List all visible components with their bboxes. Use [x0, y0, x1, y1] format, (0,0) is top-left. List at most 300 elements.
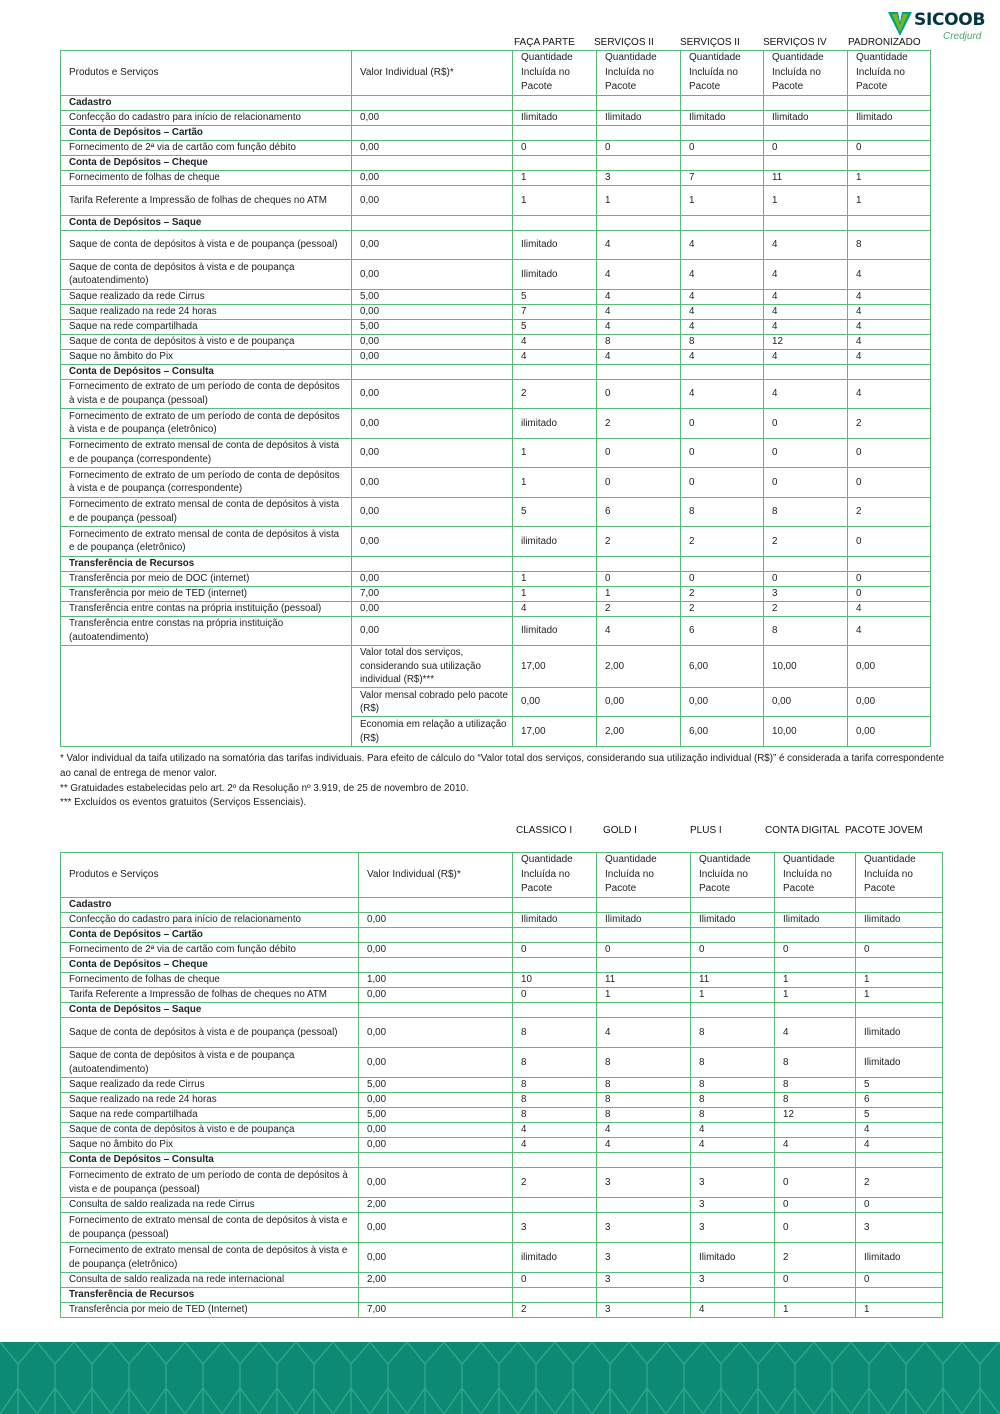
quantity-cell: 4: [597, 1018, 691, 1048]
quantity-cell: Ilimitado: [856, 1018, 943, 1048]
table-row: [61, 913, 943, 928]
individual-value: 5,00: [352, 319, 513, 334]
quantity-cell: 1: [513, 586, 597, 601]
section-filler: [359, 1153, 513, 1168]
section-filler: [513, 928, 597, 943]
quantity-cell: 0: [775, 943, 856, 958]
summary-value: 10,00: [764, 717, 848, 747]
quantity-cell: 3: [597, 1243, 691, 1273]
table-row: [61, 230, 931, 260]
table-row: [61, 1048, 943, 1078]
quantity-cell: 3: [764, 586, 848, 601]
individual-value: 0,00: [352, 186, 513, 216]
service-label: Transferência por meio de DOC (internet): [61, 571, 352, 586]
section-title: Conta de Depósitos – Consulta: [61, 364, 352, 379]
footer-pattern-stroke: [777, 1342, 814, 1414]
section-filler: [359, 958, 513, 973]
quantity-cell: 1: [513, 171, 597, 186]
individual-value: 0,00: [352, 171, 513, 186]
section-filler: [681, 556, 764, 571]
section-row: [61, 928, 943, 943]
footer-pattern-stroke: [185, 1342, 222, 1414]
quantity-cell: 1: [597, 186, 681, 216]
footer-pattern-stroke: [444, 1342, 481, 1414]
quantity-cell: 7: [513, 304, 597, 319]
quantity-cell: 0: [764, 141, 848, 156]
section-filler: [681, 364, 764, 379]
quantity-cell: Ilimitado: [775, 913, 856, 928]
summary-blank: [61, 646, 352, 747]
quantity-cell: 4: [597, 260, 681, 290]
table-row: [61, 141, 931, 156]
quantity-cell: 0: [597, 571, 681, 586]
section-filler: [764, 96, 848, 111]
section-row: [61, 958, 943, 973]
service-label: Fornecimento de extrato de um período de conta de depósitos à vista e de poupança (eletrônico): [61, 409, 352, 439]
table-row: [61, 943, 943, 958]
section-filler: [848, 556, 931, 571]
quantity-cell: 1: [681, 186, 764, 216]
quantity-cell: Ilimitado: [597, 913, 691, 928]
table-row: [61, 111, 931, 126]
quantity-cell: 4: [764, 349, 848, 364]
service-label: Fornecimento de extrato de um período de conta de depósitos à vista e de poupança (pessoal): [61, 1168, 359, 1198]
footnote: ** Gratuidades estabelecidas pelo art. 2º da Resolução nº 3.919, de 25 de novembro de 2010.: [60, 782, 469, 794]
quantity-cell: 5: [856, 1078, 943, 1093]
quantity-cell: 4: [513, 349, 597, 364]
quantity-cell: 4: [764, 289, 848, 304]
quantity-cell: 8: [597, 1048, 691, 1078]
footer-pattern-stroke: [333, 1342, 370, 1414]
quantity-cell: 4: [848, 379, 931, 409]
section-title: Cadastro: [61, 96, 352, 111]
section-row: [61, 364, 931, 379]
summary-value: 6,00: [681, 646, 764, 688]
quantity-cell: 0: [775, 1198, 856, 1213]
table-row: [61, 973, 943, 988]
quantity-cell: 0: [681, 468, 764, 498]
quantity-cell: 11: [691, 973, 775, 988]
section-filler: [597, 126, 681, 141]
footer-pattern-stroke: [851, 1342, 888, 1414]
quantity-cell: 4: [848, 304, 931, 319]
section-filler: [775, 898, 856, 913]
section-filler: [764, 215, 848, 230]
sicoob-logo-icon: [888, 12, 912, 36]
table-row: [61, 186, 931, 216]
section-filler: [848, 215, 931, 230]
footer-pattern-stroke: [74, 1342, 111, 1414]
table-row: [61, 1018, 943, 1048]
section-filler: [359, 1288, 513, 1303]
footer-pattern-stroke: [925, 1342, 962, 1414]
service-label: Saque de conta de depósitos à visto e de poupança: [61, 1123, 359, 1138]
quantity-cell: 4: [775, 1018, 856, 1048]
quantity-cell: 2: [681, 601, 764, 616]
quantity-cell: 0: [848, 438, 931, 468]
section-title: Conta de Depósitos – Cartão: [61, 126, 352, 141]
quantity-cell: 0: [681, 141, 764, 156]
package-name: CONTA DIGITAL: [765, 825, 840, 836]
quantity-cell: 4: [513, 601, 597, 616]
individual-value: 0,00: [352, 230, 513, 260]
section-filler: [513, 1288, 597, 1303]
section-filler: [352, 96, 513, 111]
quantity-cell: 4: [764, 230, 848, 260]
section-row: [61, 156, 931, 171]
quantity-cell: 4: [597, 616, 681, 646]
section-filler: [681, 215, 764, 230]
service-label: Confecção do cadastro para início de relacionamento: [61, 913, 359, 928]
table-row: [61, 1243, 943, 1273]
table-row: [61, 334, 931, 349]
quantity-cell: 0: [848, 527, 931, 557]
individual-value: 5,00: [359, 1108, 513, 1123]
service-label: Fornecimento de extrato mensal de conta de depósitos à vista e de poupança (eletrônico): [61, 527, 352, 557]
quantity-cell: 4: [764, 304, 848, 319]
service-label: Fornecimento de extrato de um período de conta de depósitos à vista e de poupança (pessoal): [61, 379, 352, 409]
service-label: Fornecimento de folhas de cheque: [61, 973, 359, 988]
table-row: [61, 1093, 943, 1108]
individual-value: 0,00: [352, 111, 513, 126]
footnote: * Valor individual da taifa utilizado na somatória das tarifas individuais. Para efeito de cálculo do “Valor total dos serviços, considerando sua utilização individual (R$)” é considerada a tarifa correspondente ao canal de entrega de menor valor.: [60, 753, 945, 779]
quantity-cell: 3: [597, 1273, 691, 1288]
quantity-cell: 4: [513, 334, 597, 349]
section-filler: [359, 928, 513, 943]
quantity-cell: 4: [764, 319, 848, 334]
quantity-cell: 0: [856, 1273, 943, 1288]
quantity-cell: ilimitado: [513, 527, 597, 557]
individual-value: 0,00: [352, 616, 513, 646]
individual-value: 0,00: [359, 1093, 513, 1108]
quantity-cell: 0: [681, 438, 764, 468]
summary-row: [61, 646, 931, 688]
footer-pattern-stroke: [296, 1342, 333, 1414]
quantity-cell: 8: [597, 1078, 691, 1093]
summary-value: 6,00: [681, 717, 764, 747]
footer-pattern-stroke: [407, 1342, 444, 1414]
table-row: [61, 260, 931, 290]
table-row: [61, 349, 931, 364]
quantity-cell: 1: [513, 438, 597, 468]
footer-pattern-stroke: [666, 1342, 703, 1414]
quantity-cell: 6: [597, 497, 681, 527]
quantity-cell: 4: [597, 319, 681, 334]
quantity-cell: ilimitado: [513, 1243, 597, 1273]
footer-pattern-stroke: [888, 1342, 925, 1414]
header-quantity: Quantidade Incluída no Pacote: [681, 51, 764, 96]
quantity-cell: 1: [848, 171, 931, 186]
table-row: [61, 1078, 943, 1093]
quantity-cell: 2: [848, 409, 931, 439]
quantity-cell: 8: [691, 1048, 775, 1078]
section-filler: [691, 1288, 775, 1303]
section-filler: [597, 928, 691, 943]
section-title: Conta de Depósitos – Consulta: [61, 1153, 359, 1168]
section-filler: [848, 364, 931, 379]
quantity-cell: 2: [764, 527, 848, 557]
individual-value: 0,00: [352, 334, 513, 349]
header-quantity: Quantidade Incluída no Pacote: [764, 51, 848, 96]
section-filler: [597, 215, 681, 230]
quantity-cell: 0: [597, 943, 691, 958]
section-filler: [597, 1288, 691, 1303]
header-individual-value: Valor Individual (R$)*: [359, 853, 513, 898]
quantity-cell: 0: [597, 468, 681, 498]
service-label: Saque de conta de depósitos à vista e de poupança (pessoal): [61, 230, 352, 260]
section-filler: [597, 156, 681, 171]
service-label: Fornecimento de extrato de um período de conta de depósitos à vista e de poupança (correspondente): [61, 468, 352, 498]
footer-pattern: [0, 1342, 1000, 1414]
section-filler: [856, 1288, 943, 1303]
quantity-cell: 11: [597, 973, 691, 988]
quantity-cell: 4: [597, 1123, 691, 1138]
header-products: Produtos e Serviços: [61, 853, 359, 898]
individual-value: 0,00: [359, 1138, 513, 1153]
quantity-cell: 8: [681, 334, 764, 349]
table1-package-headers: [0, 37, 1000, 51]
section-filler: [691, 1003, 775, 1018]
header-quantity: Quantidade Incluída no Pacote: [597, 853, 691, 898]
individual-value: 0,00: [352, 527, 513, 557]
package-name: CLASSICO I: [516, 825, 573, 836]
quantity-cell: Ilimitado: [691, 913, 775, 928]
section-filler: [597, 96, 681, 111]
quantity-cell: 1: [775, 988, 856, 1003]
summary-value: 0,00: [597, 688, 681, 717]
header-quantity: Quantidade Incluída no Pacote: [513, 853, 597, 898]
section-title: Conta de Depósitos – Cartão: [61, 928, 359, 943]
section-filler: [764, 156, 848, 171]
section-filler: [856, 1153, 943, 1168]
table-row: [61, 616, 931, 646]
section-title: Conta de Depósitos – Cheque: [61, 156, 352, 171]
quantity-cell: 4: [848, 349, 931, 364]
section-title: Transferência de Recursos: [61, 1288, 359, 1303]
quantity-cell: 4: [691, 1123, 775, 1138]
summary-value: 2,00: [597, 717, 681, 747]
section-filler: [513, 156, 597, 171]
quantity-cell: 4: [513, 1123, 597, 1138]
footer-pattern-stroke: [555, 1342, 592, 1414]
summary-label: Economia em relação a utilização (R$): [352, 717, 513, 747]
quantity-cell: 8: [513, 1108, 597, 1123]
section-filler: [352, 126, 513, 141]
footer-pattern-stroke: [740, 1342, 777, 1414]
quantity-cell: 6: [856, 1093, 943, 1108]
quantity-cell: 4: [775, 1138, 856, 1153]
quantity-cell: 0: [513, 1273, 597, 1288]
quantity-cell: 4: [691, 1138, 775, 1153]
header-products: Produtos e Serviços: [61, 51, 352, 96]
individual-value: 0,00: [359, 1018, 513, 1048]
package-name: PACOTE JOVEM: [845, 825, 923, 836]
table-row: [61, 1213, 943, 1243]
quantity-cell: 8: [848, 230, 931, 260]
quantity-cell: Ilimitado: [848, 111, 931, 126]
package-table-2: [60, 852, 943, 1318]
service-label: Saque realizado da rede Cirrus: [61, 289, 352, 304]
footer-pattern-stroke: [481, 1342, 518, 1414]
quantity-cell: 4: [597, 304, 681, 319]
individual-value: 0,00: [352, 260, 513, 290]
summary-label: Valor mensal cobrado pelo pacote (R$): [352, 688, 513, 717]
quantity-cell: 1: [856, 988, 943, 1003]
package-name: SERVIÇOS II: [680, 37, 740, 48]
quantity-cell: 7: [681, 171, 764, 186]
individual-value: 0,00: [359, 943, 513, 958]
quantity-cell: 1: [856, 1303, 943, 1318]
individual-value: 0,00: [352, 141, 513, 156]
quantity-cell: 0: [856, 943, 943, 958]
summary-value: 17,00: [513, 717, 597, 747]
section-row: [61, 1153, 943, 1168]
individual-value: 0,00: [352, 601, 513, 616]
section-filler: [513, 958, 597, 973]
quantity-cell: 0: [764, 468, 848, 498]
individual-value: 2,00: [359, 1198, 513, 1213]
quantity-cell: Ilimitado: [681, 111, 764, 126]
footer-pattern-stroke: [629, 1342, 666, 1414]
table-row: [61, 586, 931, 601]
quantity-cell: 6: [681, 616, 764, 646]
quantity-cell: 4: [848, 616, 931, 646]
service-label: Fornecimento de 2ª via de cartão com função débito: [61, 141, 352, 156]
section-filler: [691, 958, 775, 973]
section-filler: [513, 556, 597, 571]
quantity-cell: 2: [764, 601, 848, 616]
quantity-cell: 4: [856, 1123, 943, 1138]
quantity-cell: 4: [848, 334, 931, 349]
quantity-cell: 3: [597, 1213, 691, 1243]
quantity-cell: Ilimitado: [856, 1243, 943, 1273]
quantity-cell: 1: [513, 186, 597, 216]
quantity-cell: 4: [597, 230, 681, 260]
individual-value: 0,00: [352, 438, 513, 468]
quantity-cell: 8: [775, 1093, 856, 1108]
section-filler: [775, 1003, 856, 1018]
quantity-cell: 3: [597, 1168, 691, 1198]
quantity-cell: 8: [691, 1078, 775, 1093]
section-row: [61, 898, 943, 913]
quantity-cell: 0: [513, 943, 597, 958]
individual-value: 0,00: [359, 1213, 513, 1243]
service-label: Saque no âmbito do Pix: [61, 349, 352, 364]
quantity-cell: 1: [848, 186, 931, 216]
service-label: Consulta de saldo realizada na rede internacional: [61, 1273, 359, 1288]
quantity-cell: ilimitado: [513, 409, 597, 439]
quantity-cell: 1: [764, 186, 848, 216]
quantity-cell: Ilimitado: [856, 913, 943, 928]
quantity-cell: 0: [597, 141, 681, 156]
individual-value: 7,00: [359, 1303, 513, 1318]
section-filler: [597, 898, 691, 913]
quantity-cell: 1: [691, 988, 775, 1003]
section-filler: [513, 96, 597, 111]
service-label: Saque de conta de depósitos à vista e de poupança (autoatendimento): [61, 1048, 359, 1078]
table-row: [61, 601, 931, 616]
quantity-cell: 4: [848, 289, 931, 304]
section-filler: [513, 1153, 597, 1168]
section-filler: [597, 958, 691, 973]
service-label: Fornecimento de 2ª via de cartão com função débito: [61, 943, 359, 958]
package-name: FAÇA PARTE: [514, 37, 575, 48]
summary-value: 0,00: [681, 688, 764, 717]
section-filler: [352, 156, 513, 171]
quantity-cell: 4: [848, 319, 931, 334]
quantity-cell: 1: [513, 468, 597, 498]
quantity-cell: 1: [597, 988, 691, 1003]
quantity-cell: 4: [681, 304, 764, 319]
individual-value: 0,00: [352, 379, 513, 409]
package-name: SERVIÇOS IV: [763, 37, 827, 48]
quantity-cell: 4: [691, 1303, 775, 1318]
quantity-cell: 3: [691, 1273, 775, 1288]
quantity-cell: 8: [513, 1093, 597, 1108]
service-label: Transferência por meio de TED (Internet): [61, 1303, 359, 1318]
section-filler: [848, 126, 931, 141]
package-name: PLUS I: [690, 825, 722, 836]
section-filler: [856, 928, 943, 943]
quantity-cell: 12: [764, 334, 848, 349]
service-label: Transferência entre constas na própria instituição (autoatendimento): [61, 616, 352, 646]
service-label: Fornecimento de extrato mensal de conta de depósitos à vista e de poupança (pessoal): [61, 1213, 359, 1243]
quantity-cell: 11: [764, 171, 848, 186]
section-filler: [691, 898, 775, 913]
service-label: Fornecimento de extrato mensal de conta de depósitos à vista e de poupança (correspondente): [61, 438, 352, 468]
section-filler: [352, 215, 513, 230]
individual-value: 5,00: [352, 289, 513, 304]
section-row: [61, 556, 931, 571]
quantity-cell: 1: [597, 586, 681, 601]
quantity-cell: 0: [681, 571, 764, 586]
quantity-cell: 8: [691, 1018, 775, 1048]
section-filler: [691, 1153, 775, 1168]
table-row: [61, 319, 931, 334]
individual-value: 1,00: [359, 973, 513, 988]
quantity-cell: 0: [856, 1198, 943, 1213]
quantity-cell: 8: [597, 334, 681, 349]
section-filler: [764, 364, 848, 379]
section-filler: [681, 96, 764, 111]
section-filler: [775, 1288, 856, 1303]
quantity-cell: 4: [848, 260, 931, 290]
quantity-cell: 0: [764, 409, 848, 439]
individual-value: 0,00: [359, 988, 513, 1003]
quantity-cell: 4: [513, 1138, 597, 1153]
quantity-cell: 5: [856, 1108, 943, 1123]
section-filler: [848, 96, 931, 111]
quantity-cell: 1: [775, 1303, 856, 1318]
quantity-cell: 8: [764, 497, 848, 527]
quantity-cell: 4: [681, 379, 764, 409]
quantity-cell: [513, 1198, 597, 1213]
quantity-cell: 8: [597, 1093, 691, 1108]
individual-value: 0,00: [352, 497, 513, 527]
section-filler: [597, 1003, 691, 1018]
service-label: Saque na rede compartilhada: [61, 1108, 359, 1123]
footer-pattern-stroke: [111, 1342, 148, 1414]
quantity-cell: [597, 1198, 691, 1213]
quantity-cell: 4: [764, 260, 848, 290]
table-row: [61, 379, 931, 409]
quantity-cell: 0: [764, 571, 848, 586]
service-label: Saque de conta de depósitos à vista e de poupança (pessoal): [61, 1018, 359, 1048]
quantity-cell: 2: [597, 409, 681, 439]
table-row: [61, 497, 931, 527]
quantity-cell: Ilimitado: [513, 230, 597, 260]
quantity-cell: 4: [856, 1138, 943, 1153]
